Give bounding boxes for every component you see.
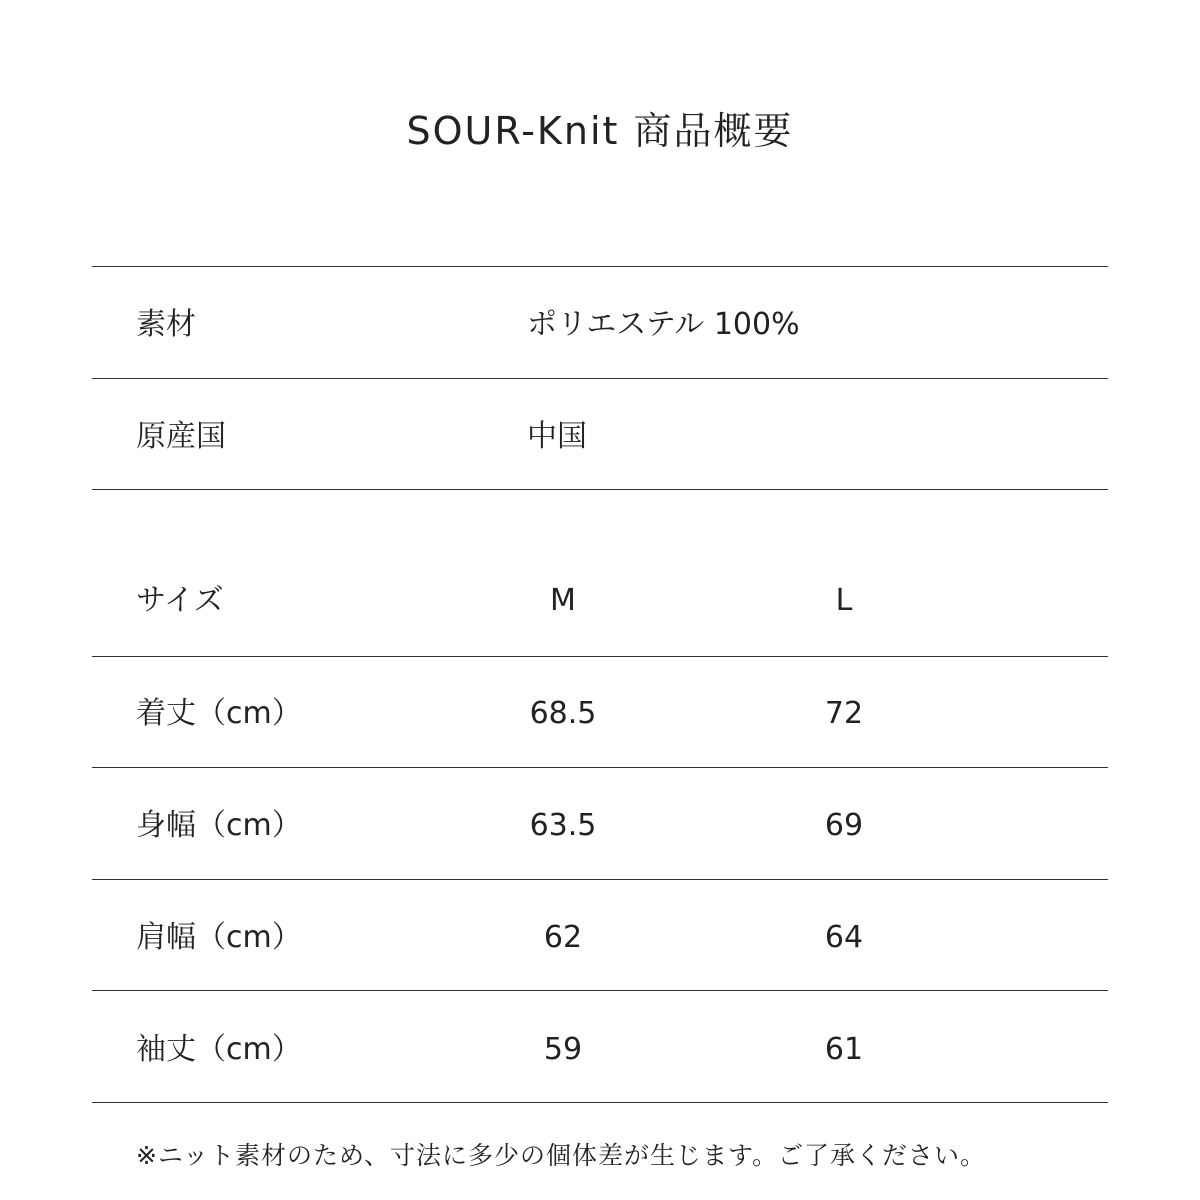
row-value-m: 62 bbox=[543, 920, 583, 955]
row-value-m: 68.5 bbox=[529, 696, 597, 731]
row-value-l: 61 bbox=[824, 1032, 864, 1067]
divider bbox=[92, 378, 1108, 379]
divider bbox=[92, 767, 1108, 768]
material-label: 素材 bbox=[136, 307, 196, 342]
row-value-m: 63.5 bbox=[529, 808, 597, 843]
divider bbox=[92, 266, 1108, 267]
row-value-l: 64 bbox=[824, 920, 864, 955]
material-value: ポリエステル 100% bbox=[527, 307, 800, 342]
row-value-m: 59 bbox=[543, 1032, 583, 1067]
divider bbox=[92, 879, 1108, 880]
size-l-header: L bbox=[835, 583, 853, 618]
size-header: サイズ bbox=[136, 583, 224, 618]
row-label: 袖丈（cm） bbox=[136, 1032, 302, 1067]
row-label: 着丈（cm） bbox=[136, 696, 302, 731]
row-label: 肩幅（cm） bbox=[136, 920, 302, 955]
size-m-header: M bbox=[550, 583, 576, 618]
footnote: ※ニット素材のため、寸法に多少の個体差が生じます。ご了承ください。 bbox=[136, 1141, 986, 1170]
divider bbox=[92, 1102, 1108, 1103]
divider bbox=[92, 990, 1108, 991]
divider bbox=[92, 656, 1108, 657]
page-title: SOUR-Knit 商品概要 bbox=[406, 109, 794, 153]
row-label: 身幅（cm） bbox=[136, 808, 302, 843]
origin-label: 原産国 bbox=[136, 419, 226, 454]
row-value-l: 69 bbox=[824, 808, 864, 843]
origin-value: 中国 bbox=[527, 419, 587, 454]
row-value-l: 72 bbox=[824, 696, 864, 731]
divider bbox=[92, 489, 1108, 490]
